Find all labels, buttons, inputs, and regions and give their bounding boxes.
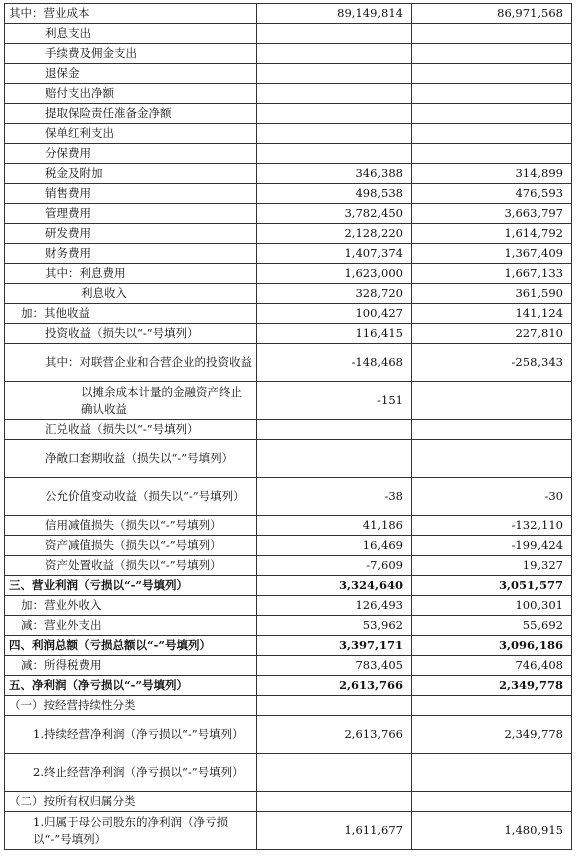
current-period-amount xyxy=(257,64,412,84)
current-period-amount: 2,128,220 xyxy=(257,224,412,244)
line-item-label: 资产处置收益（损失以“-”号填列） xyxy=(5,556,257,576)
line-item-label: 净敞口套期收益（损失以“-”号填列） xyxy=(5,440,257,478)
income-statement-table xyxy=(4,3,572,850)
line-item-label: 1.归属于母公司股东的净利润（净亏损以“-”号填列） xyxy=(5,812,257,850)
current-period-amount xyxy=(257,124,412,144)
current-period-amount: -151 xyxy=(257,382,412,420)
prior-period-amount: 19,327 xyxy=(412,556,572,576)
statement-row xyxy=(5,44,572,64)
prior-period-amount: 314,899 xyxy=(412,164,572,184)
statement-row xyxy=(5,536,572,556)
line-item-label: 汇兑收益（损失以“-”号填列） xyxy=(5,420,257,440)
line-item-label: 管理费用 xyxy=(5,204,257,224)
current-period-amount xyxy=(257,84,412,104)
line-item-label: 其中：利息费用 xyxy=(5,264,257,284)
statement-row xyxy=(5,576,572,596)
prior-period-amount xyxy=(412,420,572,440)
current-period-amount: -148,468 xyxy=(257,344,412,382)
prior-period-amount: 2,349,778 xyxy=(412,716,572,754)
prior-period-amount: -132,110 xyxy=(412,516,572,536)
statement-row xyxy=(5,164,572,184)
current-period-amount: 3,782,450 xyxy=(257,204,412,224)
statement-row xyxy=(5,478,572,516)
current-period-amount: 328,720 xyxy=(257,284,412,304)
current-period-amount xyxy=(257,440,412,478)
current-period-amount xyxy=(257,44,412,64)
current-period-amount xyxy=(257,696,412,716)
current-period-amount: 89,149,814 xyxy=(257,4,412,24)
prior-period-amount: 746,408 xyxy=(412,656,572,676)
current-period-amount xyxy=(257,144,412,164)
line-item-label: 公允价值变动收益（损失以“-”号填列） xyxy=(5,478,257,516)
statement-row xyxy=(5,716,572,754)
line-item-label: 保单红利支出 xyxy=(5,124,257,144)
statement-row xyxy=(5,284,572,304)
prior-period-amount xyxy=(412,124,572,144)
statement-row xyxy=(5,344,572,382)
statement-row xyxy=(5,420,572,440)
current-period-amount: 2,613,766 xyxy=(257,716,412,754)
prior-period-amount: -199,424 xyxy=(412,536,572,556)
prior-period-amount: 227,810 xyxy=(412,324,572,344)
statement-row xyxy=(5,324,572,344)
line-item-label: 2.终止经营净利润（净亏损以“-”号填列） xyxy=(5,754,257,792)
line-item-label: 利息支出 xyxy=(5,24,257,44)
statement-row xyxy=(5,104,572,124)
line-item-label: 手续费及佣金支出 xyxy=(5,44,257,64)
current-period-amount xyxy=(257,792,412,812)
statement-row xyxy=(5,4,572,24)
prior-period-amount xyxy=(412,24,572,44)
line-item-label: 利息收入 xyxy=(5,284,257,304)
line-item-label: 其中：营业成本 xyxy=(5,4,257,24)
prior-period-amount: 1,480,915 xyxy=(412,812,572,850)
current-period-amount: -7,609 xyxy=(257,556,412,576)
statement-row xyxy=(5,124,572,144)
line-item-label: 资产减值损失（损失以“-”号填列） xyxy=(5,536,257,556)
line-item-label: 财务费用 xyxy=(5,244,257,264)
current-period-amount xyxy=(257,24,412,44)
statement-row xyxy=(5,676,572,696)
prior-period-amount: 141,124 xyxy=(412,304,572,324)
prior-period-amount xyxy=(412,696,572,716)
line-item-label: 减：营业外支出 xyxy=(5,616,257,636)
prior-period-amount: 476,593 xyxy=(412,184,572,204)
prior-period-amount: 1,614,792 xyxy=(412,224,572,244)
current-period-amount: 100,427 xyxy=(257,304,412,324)
current-period-amount: -38 xyxy=(257,478,412,516)
prior-period-amount xyxy=(412,440,572,478)
statement-row xyxy=(5,656,572,676)
current-period-amount: 41,186 xyxy=(257,516,412,536)
line-item-label: 1.持续经营净利润（净亏损以“-”号填列） xyxy=(5,716,257,754)
statement-row xyxy=(5,224,572,244)
prior-period-amount: 1,667,133 xyxy=(412,264,572,284)
statement-row xyxy=(5,616,572,636)
statement-row xyxy=(5,696,572,716)
prior-period-amount: -258,343 xyxy=(412,344,572,382)
statement-row xyxy=(5,812,572,850)
statement-row xyxy=(5,144,572,164)
current-period-amount: 3,397,171 xyxy=(257,636,412,656)
current-period-amount: 53,962 xyxy=(257,616,412,636)
current-period-amount xyxy=(257,420,412,440)
prior-period-amount: 361,590 xyxy=(412,284,572,304)
prior-period-amount: 55,692 xyxy=(412,616,572,636)
line-item-label: 其中：对联营企业和合营企业的投资收益 xyxy=(5,344,257,382)
line-item-label: 投资收益（损失以“-”号填列） xyxy=(5,324,257,344)
statement-row xyxy=(5,304,572,324)
prior-period-amount: 3,051,577 xyxy=(412,576,572,596)
line-item-label: 提取保险责任准备金净额 xyxy=(5,104,257,124)
statement-row xyxy=(5,244,572,264)
current-period-amount: 498,538 xyxy=(257,184,412,204)
current-period-amount xyxy=(257,104,412,124)
prior-period-amount xyxy=(412,44,572,64)
prior-period-amount: 2,349,778 xyxy=(412,676,572,696)
statement-row xyxy=(5,204,572,224)
statement-row xyxy=(5,516,572,536)
prior-period-amount xyxy=(412,64,572,84)
line-item-label: 研发费用 xyxy=(5,224,257,244)
line-item-label: 信用减值损失（损失以“-”号填列） xyxy=(5,516,257,536)
line-item-label: （二）按所有权归属分类 xyxy=(5,792,257,812)
prior-period-amount: 3,096,186 xyxy=(412,636,572,656)
statement-row xyxy=(5,84,572,104)
current-period-amount: 1,611,677 xyxy=(257,812,412,850)
statement-row xyxy=(5,792,572,812)
current-period-amount xyxy=(257,754,412,792)
prior-period-amount xyxy=(412,84,572,104)
prior-period-amount xyxy=(412,104,572,124)
current-period-amount: 783,405 xyxy=(257,656,412,676)
prior-period-amount xyxy=(412,144,572,164)
prior-period-amount xyxy=(412,754,572,792)
current-period-amount: 346,388 xyxy=(257,164,412,184)
prior-period-amount xyxy=(412,792,572,812)
line-item-label: 赔付支出净额 xyxy=(5,84,257,104)
prior-period-amount: 3,663,797 xyxy=(412,204,572,224)
line-item-label: 五、净利润（净亏损以“-”号填列） xyxy=(5,676,257,696)
income-statement-body xyxy=(5,4,572,850)
current-period-amount: 1,623,000 xyxy=(257,264,412,284)
line-item-label: 四、利润总额（亏损总额以“-”号填列） xyxy=(5,636,257,656)
line-item-label: 销售费用 xyxy=(5,184,257,204)
line-item-label: 加：营业外收入 xyxy=(5,596,257,616)
current-period-amount: 1,407,374 xyxy=(257,244,412,264)
line-item-label: 以摊余成本计量的金融资产终止确认收益 xyxy=(5,382,257,420)
statement-row xyxy=(5,440,572,478)
statement-row xyxy=(5,264,572,284)
line-item-label: （一）按经营持续性分类 xyxy=(5,696,257,716)
line-item-label: 退保金 xyxy=(5,64,257,84)
line-item-label: 加：其他收益 xyxy=(5,304,257,324)
line-item-label: 分保费用 xyxy=(5,144,257,164)
line-item-label: 三、营业利润（亏损以“-”号填列） xyxy=(5,576,257,596)
statement-row xyxy=(5,636,572,656)
statement-row xyxy=(5,382,572,420)
prior-period-amount: 86,971,568 xyxy=(412,4,572,24)
prior-period-amount xyxy=(412,382,572,420)
prior-period-amount: 100,301 xyxy=(412,596,572,616)
statement-row xyxy=(5,754,572,792)
statement-row xyxy=(5,184,572,204)
statement-row xyxy=(5,556,572,576)
line-item-label: 减：所得税费用 xyxy=(5,656,257,676)
current-period-amount: 116,415 xyxy=(257,324,412,344)
current-period-amount: 16,469 xyxy=(257,536,412,556)
current-period-amount: 3,324,640 xyxy=(257,576,412,596)
current-period-amount: 2,613,766 xyxy=(257,676,412,696)
prior-period-amount: 1,367,409 xyxy=(412,244,572,264)
current-period-amount: 126,493 xyxy=(257,596,412,616)
line-item-label: 税金及附加 xyxy=(5,164,257,184)
statement-row xyxy=(5,24,572,44)
statement-row xyxy=(5,64,572,84)
prior-period-amount: -30 xyxy=(412,478,572,516)
statement-row xyxy=(5,596,572,616)
